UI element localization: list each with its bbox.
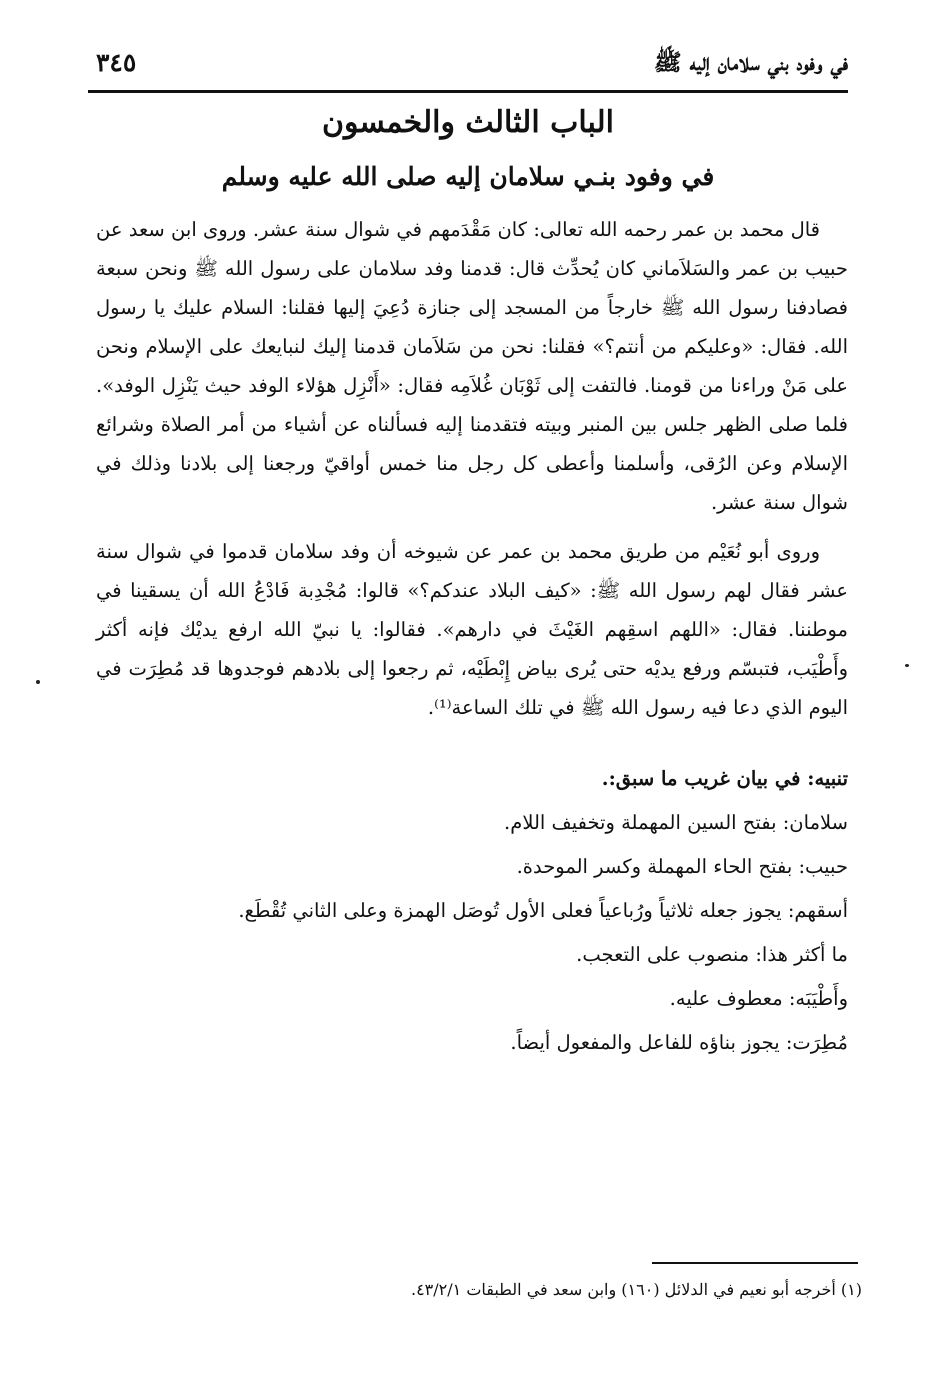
note-item — [96, 845, 848, 889]
note-item — [96, 889, 848, 933]
page-number: ٣٤٥ — [96, 48, 137, 77]
glossary-notes — [96, 757, 848, 1065]
scan-speck — [36, 680, 40, 684]
note-text: يجوز بناؤه للفاعل والمفعول أيضاً. — [510, 1031, 786, 1054]
note-text: منصوب على التعجب. — [576, 943, 756, 966]
note-term: وأَطْيَبَه: — [788, 987, 848, 1010]
note-term: ما أكثر هذا: — [755, 943, 848, 966]
footnote: (١) أخرجه أبو نعيم في الدلائل (١٦٠) وابن سعد في الطبقات ٤٣/٢/١. — [410, 1280, 862, 1299]
note-term: حبيب: — [798, 855, 848, 878]
scan-speck — [905, 664, 909, 667]
chapter-subtitle: في وفود بنـي سلامان إليه صلى الله عليه وسلم — [221, 162, 715, 191]
page-header — [88, 40, 848, 93]
note-term: سلامان: — [782, 811, 848, 834]
note-text: يجوز جعله ثلاثياً ورُباعياً فعلى الأول تُوصَل الهمزة وعلى الثاني تُقْطَع. — [238, 899, 788, 922]
note-text: معطوف عليه. — [669, 987, 789, 1010]
footnote-divider — [652, 1262, 858, 1264]
running-title: في وفود بني سلامان إليه ﷺ — [653, 49, 848, 76]
paragraph: قال محمد بن عمر رحمه الله تعالى: كان مَقْدَمهم في شوال سنة عشر. وروى ابن سعد عن حبيب بن عمر والسَلاَماني كان يُحدِّث قال: قدمنا وفد سلامان على رسول الله ﷺ ونحن سبعة فصادفنا رسول الله ﷺ خارجاً من المسجد إلى جنازة دُعِيَ إليها فقلنا: السلام عليك يا رسول الله. فقال: «وعليكم من أنتم؟» فقلنا: نحن من سَلاَمان قدمنا إليك لنبايعك على الإسلام ونحن على مَنْ وراءنا من قومنا. فالتفت إلى ثَوْبَان غُلاَمِه فقال: «أَنْزِل هؤلاء الوفد حيث يَنْزِل الوفد». فلما صلى الظهر جلس بين المنبر وبيته فتقدمنا إليه فسألناه عن أشياء من أمر الصلاة وشرائع الإسلام وعن الرُقى، وأسلمنا وأعطى كل رجل منا خمس أواقيّ ورجعنا إلى بلادنا وذلك في شوال سنة عشر. — [96, 218, 849, 514]
chapter-title: الباب الثالث والخمسون — [321, 105, 615, 140]
body-text — [96, 210, 848, 727]
note-item — [96, 977, 848, 1021]
note-item — [96, 801, 848, 845]
note-term: أسقهم: — [787, 899, 848, 922]
note-text: بفتح السين المهملة وتخفيف اللام. — [504, 811, 783, 834]
note-item — [96, 1021, 848, 1065]
note-term: مُطِرَت: — [785, 1031, 848, 1054]
note-item — [96, 933, 848, 977]
notes-title: تنبيه: في بيان غريب ما سبق:. — [601, 767, 848, 790]
paragraph: وروى أبو نُعَيْم من طريق محمد بن عمر عن شيوخه أن وفد سلامان قدموا في شوال سنة عشر فقال لهم رسول الله ﷺ: «كيف البلاد عندكم؟» قالوا: مُجْدِبة فَادْعُ الله أن يسقينا في موطننا. فقال: «اللهم اسقِهم الغَيْثَ في دارهم». فقالوا: يا نبيّ الله ارفع يديْك فإنه أكثر وأَطْيَب، فتبسّم ورفع يديْه حتى يُرى بياض إِبْطَيْه، ثم رجعوا إلى بلادهم فوجدوها قد مُطِرَت في اليوم الذي دعا فيه رسول الله ﷺ في تلك الساعة⁽¹⁾. — [96, 540, 848, 719]
note-text: بفتح الحاء المهملة وكسر الموحدة. — [516, 855, 799, 878]
